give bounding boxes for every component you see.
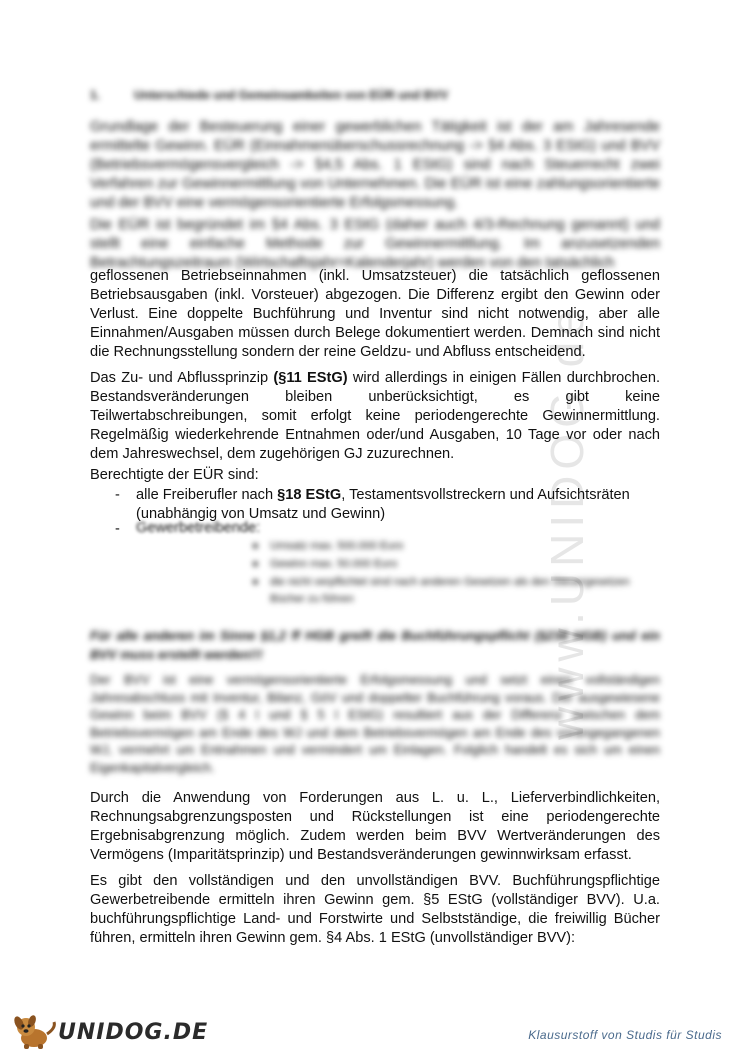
list-dash: - — [115, 487, 120, 503]
item1-ref: §18 EStG — [277, 487, 342, 503]
paragraph-vollstaendig: Es gibt den vollständigen und den unvollständigen BVV. Buchführungspflichtige Gewerbetreibende ermitteln ihren Gewinn gem. §5 EStG (vollständiger BVV). U.a. buchführungspflichtige Land- und Forstwirte und Selbstständige, die freiwillig Bücher führen, ermitteln ihren Gewinn gem. §4 Abs. 1 EStG (unvollständiger BVV): — [90, 873, 660, 946]
footer-tagline: Klausurstoff von Studis für Studis — [528, 1028, 722, 1042]
heading-number: 1. — [90, 88, 101, 102]
paragraph-eur-blurred: Die EÜR ist begründet im §4 Abs. 3 EStG (daher auch 4/3-Rechnung genannt) und stellt eine einfache Methode zur Gewinnermittlung. Im anzusetzenden Betrachtungszeitraum (Wirtschaftsjahr=Kalenderjahr) werden von den tatsächlich — [90, 217, 660, 271]
logo-text: UNIDOG.DE — [58, 1019, 209, 1045]
sub-item: ● die nicht verpflichtet sind nach anderen Gesetzen als den Steuergesetzen Bücher zu führen — [252, 576, 630, 605]
paragraph-bvv-blurred: Der BVV ist eine vermögensorientierte Erfolgsmessung und setzt einen vollständigen Jahresabschluss mit Inventur, Bilanz, GöV und doppelter Buchführung voraus. Der ausgewiesene Gewinn beim BVV (§ 4 I und § 5 I EStG) resultiert aus der Differenz zwischen dem Betriebsvermögen am Ende des WJ und dem Betriebsvermögen am Ende des vorangegangenen WJ, vermehrt um Entnahmen und vermindert um Einlagen. Folglich handelt es sich um einen Eigenkapitalvergleich. — [90, 672, 660, 775]
list-dash: - — [115, 521, 120, 537]
paragraph-bvv: Durch die Anwendung von Forderungen aus L. u. L., Lieferverbindlichkeiten, Rechnungsabgrenzungsposten und Rückstellungen ist eine periodengerechte Ergebnisabgrenzung möglich. Zudem werden beim BVV Wertveränderungen des Vermögens (Imparitätsprinzip) und Bestandsveränderungen gewinnwirksam erfasst. — [90, 790, 660, 863]
paragraph-zufluss — [90, 369, 660, 464]
paragraph-eur: geflossenen Betriebseinnahmen (inkl. Umsatzsteuer) die tatsächlich geflossenen Betriebsausgaben (inkl. Vorsteuer) abgezogen. Die Differenz ergibt den Gewinn oder Verlust. Eine doppelte Buchführung und Inventur sind nicht notwendig, aber alle Einnahmen/Ausgaben müssen durch Belege dokumentiert werden. Demnach sind nicht die Rechnungsstellung sondern der reine Geldzu- und Abfluss entscheidend. — [90, 268, 660, 360]
zufluss-text-post: wird allerdings in einigen Fällen durchbrochen. Bestandsveränderungen bleiben unberücksichtigt, es gibt keine Teilwertabschreibungen, somit erfolgt keine periodengerechte Gewinnermittlung. Regelmäßig wiederkehrende Entnahmen oder/und Ausgaben, 10 Tage vor oder nach dem Jahreswechsel, dem zugehörigen GJ zuzurechnen. — [90, 370, 661, 462]
sub-item: ● Umsatz max. 500.000 Euro — [252, 540, 404, 552]
item1-post: , Testamentsvollstreckern und Aufsichtsräten (unabhängig von Umsatz und Gewinn) — [136, 487, 630, 522]
watermark: www.UNIDOG.de — [541, 304, 593, 740]
heading-title: Unterschiede und Gemeinsamkeiten von EÜR und BVV — [134, 88, 449, 102]
item1-pre: alle Freiberufler nach — [136, 487, 278, 503]
sub-item: ● Gewinn max. 50.000 Euro — [252, 558, 398, 570]
zufluss-ref: (§11 EStG) — [273, 370, 348, 386]
section-heading — [90, 88, 448, 102]
list-item-gewerbetreibende: Gewerbetreibende: — [136, 520, 261, 536]
paragraph-intro: Grundlage der Besteuerung einer gewerblichen Tätigkeit ist der am Jahresende ermittelte Gewinn. EÜR (Einnahmenüberschussrechnung -> §4 Abs. 3 EStG) und BVV (Betriebsvermögensvergleich -> §4,5 Abs. 1 EStG) sind nach Steuerrecht zwei Verfahren zur Gewinnermittlung von Unternehmen. Die EÜR ist eine zahlungsorientierte und der BVV eine vermögensorientierte Erfolgsmessung. — [90, 119, 660, 211]
list-intro: Berechtigte der EÜR sind: — [90, 467, 259, 483]
zufluss-text-pre: Das Zu- und Abflussprinzip — [90, 370, 274, 386]
note-buchfuehrungspflicht: Für alle anderen im Sinne §1,2 ff HGB greift die Buchführungspflicht (§238 HGB) und ein BVV muss erstellt werden!!! — [90, 628, 660, 662]
footer-logo — [10, 1014, 208, 1050]
dog-icon — [10, 1014, 58, 1050]
